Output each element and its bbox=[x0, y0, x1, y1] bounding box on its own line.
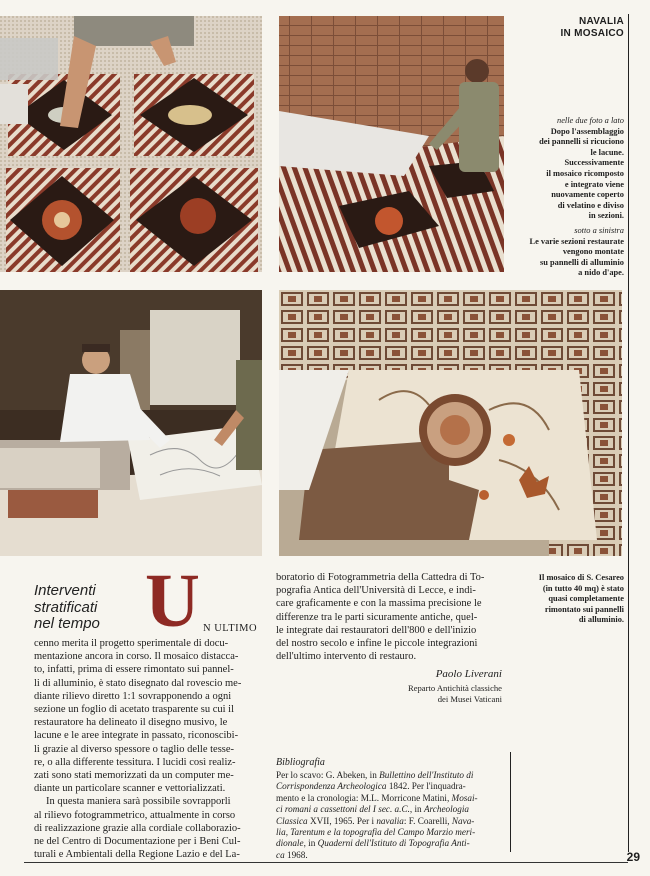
bibliography-title: Classica bbox=[276, 815, 308, 826]
bibliography-title: lia, Tarentum e la topografia del Campo Marzio meri- bbox=[276, 827, 476, 838]
right-column-divider bbox=[628, 14, 629, 852]
bibliography-title: ca bbox=[276, 849, 285, 860]
article-column-1: cenno merita il progetto sperimentale di docu- mentazione ancora in corso. Il mosaico distacca- to, infatti, prima di essere rimontato sui pannel- li di alluminio, è stato disegnato dal rovescio me- diante rilievo diretto 1:1 sovrapponendo a ogni sezione un foglio di acetato trasparente su cui il restauratore ha delineato il disegno musivo, le lacune e le aree integrate in passato, riconoscibi- li grazie al diverso spessore o taglio delle tesse- re, o alla differente tessitura. I lucidi così realiz- zati sono stati memorizzati da un computer me- diante un particolare scanner e vettorializzati. In questa maniera sarà possibile sovrapporli al rilievo fotogrammetrico, attualmente in corso di realizzazione grazie alla cordiale collaborazio- ne del Centro di Documentazione per i Beni Cul- turali e Ambientali della Regione Lazio e del La- bbox=[34, 638, 242, 861]
bottom-rule bbox=[24, 862, 628, 863]
bibliography-line: Corrispondenza Archeologica 1842. Per l'inquadra- bbox=[276, 781, 466, 792]
bibliography-title: Archeologia bbox=[423, 804, 470, 815]
bibliography-divider bbox=[510, 752, 511, 852]
bibliography-title: Quaderni dell'Istituto di Topografia Anti- bbox=[317, 838, 470, 849]
article-heading: Interventi stratificati nel tempo bbox=[34, 582, 100, 632]
bibliography-line bbox=[276, 827, 502, 838]
opening-words: N ULTIMO bbox=[203, 623, 258, 634]
bibliography-title: Bullettino dell'Instituto di bbox=[379, 770, 474, 780]
bibliography-line: ca 1968. bbox=[276, 849, 308, 860]
bibliography-line: mento e la cronologia: M.L. Morricone Matini, Mosai- bbox=[276, 792, 478, 803]
bibliography-line: dionale, in Quaderni dell'Istituto di Topografia Anti- bbox=[276, 838, 470, 849]
photo-mosaic-panels-closeup bbox=[0, 16, 262, 272]
author-affiliation: Reparto Antichità classiche dei Musei Vaticani bbox=[407, 683, 502, 704]
author-name: Paolo Liverani bbox=[435, 668, 502, 680]
bibliography-title: ci romani a cassettoni del I sec. a.C. bbox=[276, 804, 410, 815]
photo-worker-covering-mosaic bbox=[279, 16, 504, 272]
bibliography-line: Per lo scavo: G. Abeken, in Bullettino dell'Instituto di bbox=[276, 770, 474, 780]
section-title: NAVALIA IN MOSAICO bbox=[560, 16, 624, 39]
drop-cap: U bbox=[145, 559, 200, 643]
bibliography-title: Nava- bbox=[451, 815, 475, 826]
caption-bottom-photo: Il mosaico di S. Cesareo (in tutto 40 mq) è stato quasi completamente rimontato sui pannelli di alluminio. bbox=[538, 573, 624, 625]
bibliography-title: Mosai- bbox=[451, 792, 478, 803]
bibliography-line: ci romani a cassettoni del I sec. a.C., in Archeologia bbox=[276, 804, 470, 815]
bibliography-title: Corrispondenza Archeologica bbox=[276, 781, 387, 792]
caption-top-photos: nelle due foto a lato Dopo l'assemblaggio dei pannelli si ricuciono le lacune. Successivamente il mosaico ricomposto e integrato viene nuovamente coperto di velatino e diviso in sezioni. bbox=[539, 116, 624, 221]
page-number: 29 bbox=[626, 850, 640, 864]
bibliography-title: dionale bbox=[276, 838, 304, 849]
caption-left-photo: sotto a sinistra Le varie sezioni restaurate vengono montate su pannelli di alluminio a nido d'ape. bbox=[529, 226, 624, 278]
article-column-2: boratorio di Fotogrammetria della Cattedra di To- pografia Antica dell'Università di Lecce, e indi- care graficamente e con la massima precisione le differenze tra le parti sicuramente antiche, quel- le integrate dai restauratori dell'800 e dell'inizio del nostro secolo e infine le piccole integrazioni dell'ultimo intervento di restauro. bbox=[276, 572, 485, 663]
photo-full-mosaic-medallion bbox=[279, 290, 622, 556]
bibliography-title: navalia bbox=[376, 815, 404, 826]
bibliography-text bbox=[276, 770, 502, 861]
bibliography-heading: Bibliografia bbox=[276, 757, 325, 768]
bibliography-line: Classica XVII, 1965. Per i navalia: F. Coarelli, Nava- bbox=[276, 815, 475, 826]
photo-restorer-tracing bbox=[0, 290, 262, 556]
